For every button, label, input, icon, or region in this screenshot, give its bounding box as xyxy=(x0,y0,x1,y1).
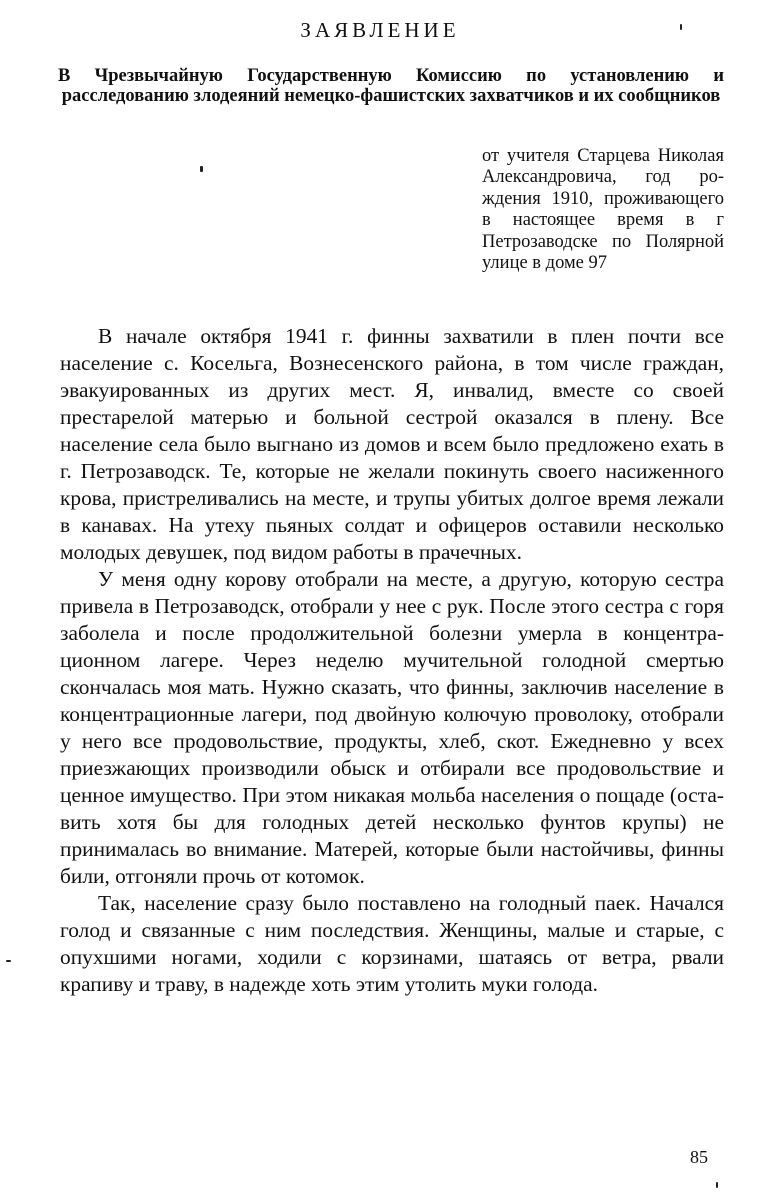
print-speck xyxy=(200,166,203,172)
paragraph: У меня одну корову отобрали на месте, а другую, которую сестра привела в Петрозаводск, отобрали у нее с рук. После этого сестра с горя заболела и после продолжительной болезни умерла в концентрационном лагере. Через неделю мучительной голодной смертью скончалась моя мать. Нужно сказать, что финны, заключив население в концентрационные лагери, под двойную колючую проволоку, отобрали у него все продовольствие, продукты, хлеб, скот. Ежедневно у всех приезжающих производили обыск и отбирали все продовольствие и ценное имущество. При этом никакая мольба населения о пощаде (оставить хотя бы для голодных детей несколько фунтов крупы) не принималась во внимание. Матерей, которые были настойчивы, финны били, отгоняли прочь от котомок. xyxy=(60,567,724,888)
print-speck xyxy=(680,24,682,30)
addressee-heading: В Чрезвычайную Государственную Комиссию по установлению и расследованию злодеяний немецко-фашистских захватчиков и их сообщников xyxy=(58,66,724,106)
print-speck xyxy=(6,960,11,962)
body-text xyxy=(60,323,724,998)
paragraph: В начале октября 1941 г. финны захватили в плен почти все население с. Косельга, Вознесенского района, в том числе граждан, эвакуированных из других мест. Я, инвалид, вместе со своей престарелой матерью и больной сестрой оказался в плену. Все население села было выгнано из домов и всем было предложено ехать в г. Петрозаводск. Те, которые не желали покинуть своего насиженного крова, пристреливались на месте, и трупы убитых долгое время лежали в канавах. На утеху пьяных солдат и офицеров оставили несколько молодых девушек, под видом работы в прачечных. xyxy=(60,324,724,564)
print-speck xyxy=(716,1182,718,1188)
document-title: ЗАЯВЛЕНИЕ xyxy=(300,18,460,42)
sender-block: от учителя Старцева Николая Александровича, год рождения 1910, проживающего в настоящее время в г Петрозаводске по Полярной улице в доме 97 xyxy=(482,146,724,274)
page-number: 85 xyxy=(690,1147,708,1167)
paragraph: Так, население сразу было поставлено на голодный паек. Начался голод и связанные с ним последствия. Женщины, малые и старые, с опухшими ногами, ходили с корзинами, шатаясь от ветра, рвали крапиву и траву, в надежде хоть этим утолить муки голода. xyxy=(60,891,724,996)
